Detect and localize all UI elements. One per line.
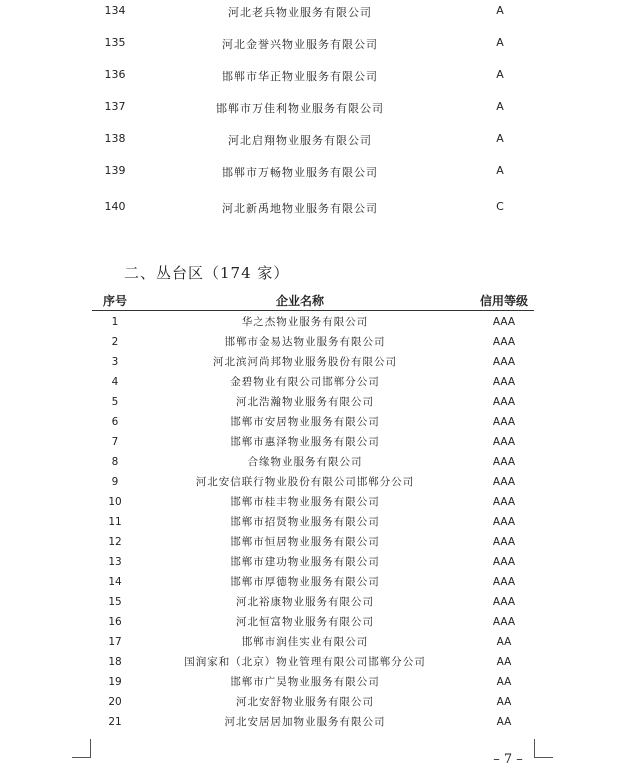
credit-grade: AA <box>496 636 512 648</box>
header-serial-number: 序号 <box>102 294 127 308</box>
credit-grade: AAA <box>492 616 516 628</box>
serial-number: 16 <box>108 616 122 628</box>
page-corner-mark-left <box>72 739 91 758</box>
serial-number: 20 <box>108 696 122 708</box>
company-name: 河北金誉兴物业服务有限公司 <box>222 38 378 51</box>
credit-grade: AA <box>496 716 512 728</box>
header-divider <box>92 310 534 311</box>
table-row <box>0 612 626 632</box>
company-name: 邯郸市恒居物业服务有限公司 <box>230 536 380 548</box>
credit-grade: AAA <box>492 536 516 548</box>
serial-number: 5 <box>111 396 119 408</box>
serial-number: 138 <box>104 132 126 145</box>
table-row <box>0 632 626 652</box>
company-name: 邯郸市建功物业服务有限公司 <box>230 556 380 568</box>
credit-grade: AAA <box>492 336 516 348</box>
serial-number: 12 <box>108 536 122 548</box>
serial-number: 1 <box>111 316 119 328</box>
credit-grade: A <box>496 164 504 177</box>
credit-grade: AAA <box>492 436 516 448</box>
company-name: 邯郸市金易达物业服务有限公司 <box>224 336 386 348</box>
serial-number: 4 <box>111 376 119 388</box>
credit-grade: AAA <box>492 516 516 528</box>
table-row <box>0 652 626 672</box>
company-name: 邯郸市润佳实业有限公司 <box>241 636 369 648</box>
table-row <box>0 352 626 372</box>
section-heading: 二、丛台区（174 家） <box>124 264 290 282</box>
company-name: 河北安舒物业服务有限公司 <box>236 696 374 708</box>
credit-grade: AAA <box>492 456 516 468</box>
table-row <box>0 312 626 332</box>
credit-grade: AAA <box>492 556 516 568</box>
credit-grade: AAA <box>492 376 516 388</box>
credit-grade: AAA <box>492 496 516 508</box>
credit-grade: AA <box>496 696 512 708</box>
table-row <box>0 432 626 452</box>
company-name: 邯郸市惠泽物业服务有限公司 <box>230 436 380 448</box>
company-name: 河北恒富物业服务有限公司 <box>236 616 374 628</box>
serial-number: 21 <box>108 716 122 728</box>
credit-grade: AA <box>496 656 512 668</box>
table-row <box>0 412 626 432</box>
table-row <box>0 692 626 712</box>
company-name: 国润家和（北京）物业管理有限公司邯郸分公司 <box>184 656 426 668</box>
company-name: 邯郸市厚德物业服务有限公司 <box>230 576 380 588</box>
table-row <box>0 572 626 592</box>
company-name: 河北浩瀚物业服务有限公司 <box>236 396 374 408</box>
table-row <box>0 532 626 552</box>
company-name: 邯郸市万畅物业服务有限公司 <box>222 166 378 179</box>
credit-grade: AAA <box>492 396 516 408</box>
serial-number: 136 <box>104 68 126 81</box>
credit-grade: AAA <box>492 476 516 488</box>
credit-grade: AAA <box>492 596 516 608</box>
credit-grade: AAA <box>492 316 516 328</box>
company-name: 河北新禹地物业服务有限公司 <box>222 202 378 215</box>
company-name: 河北启翔物业服务有限公司 <box>228 134 372 147</box>
serial-number: 6 <box>111 416 119 428</box>
page-corner-mark-right <box>534 739 553 758</box>
serial-number: 3 <box>111 356 119 368</box>
company-name: 邯郸市安居物业服务有限公司 <box>230 416 380 428</box>
header-credit-grade: 信用等级 <box>479 294 528 308</box>
serial-number: 135 <box>104 36 126 49</box>
table-row <box>0 672 626 692</box>
credit-grade: A <box>496 4 504 17</box>
company-name: 邯郸市万佳利物业服务有限公司 <box>216 102 384 115</box>
table-row <box>0 472 626 492</box>
credit-grade: C <box>496 200 504 213</box>
serial-number: 9 <box>111 476 119 488</box>
page-number: – 7 – <box>493 752 523 767</box>
table-row <box>0 452 626 472</box>
table-row <box>0 36 626 56</box>
company-name: 河北老兵物业服务有限公司 <box>228 6 372 19</box>
table-row <box>0 4 626 24</box>
credit-grade: A <box>496 36 504 49</box>
company-name: 华之杰物业服务有限公司 <box>241 316 369 328</box>
serial-number: 2 <box>111 336 119 348</box>
serial-number: 19 <box>108 676 122 688</box>
company-name: 河北安信联行物业股份有限公司邯郸分公司 <box>195 476 415 488</box>
table-row <box>0 512 626 532</box>
serial-number: 134 <box>104 4 126 17</box>
company-name: 邯郸市广昊物业服务有限公司 <box>230 676 380 688</box>
serial-number: 17 <box>108 636 122 648</box>
table-row <box>0 592 626 612</box>
credit-grade: A <box>496 100 504 113</box>
credit-grade: AA <box>496 676 512 688</box>
serial-number: 15 <box>108 596 122 608</box>
credit-grade: AAA <box>492 356 516 368</box>
serial-number: 14 <box>108 576 122 588</box>
serial-number: 137 <box>104 100 126 113</box>
serial-number: 139 <box>104 164 126 177</box>
serial-number: 13 <box>108 556 122 568</box>
table-row <box>0 200 626 220</box>
header-company-name: 企业名称 <box>275 294 324 308</box>
table-row <box>0 68 626 88</box>
table-row <box>0 132 626 152</box>
credit-grade: A <box>496 68 504 81</box>
serial-number: 140 <box>104 200 126 213</box>
serial-number: 10 <box>108 496 122 508</box>
company-name: 邯郸市招贤物业服务有限公司 <box>230 516 380 528</box>
table-row <box>0 712 626 732</box>
credit-grade: AAA <box>492 576 516 588</box>
table-header <box>0 292 626 310</box>
table-row <box>0 552 626 572</box>
company-name: 河北安居居加物业服务有限公司 <box>224 716 386 728</box>
company-name: 河北滨河尚邦物业服务股份有限公司 <box>213 356 397 368</box>
table-row <box>0 392 626 412</box>
company-name: 金碧物业有限公司邯郸分公司 <box>230 376 380 388</box>
serial-number: 18 <box>108 656 122 668</box>
company-name: 河北裕康物业服务有限公司 <box>236 596 374 608</box>
table-row <box>0 492 626 512</box>
table-row <box>0 100 626 120</box>
serial-number: 8 <box>111 456 119 468</box>
table-row <box>0 164 626 184</box>
serial-number: 11 <box>108 516 122 528</box>
credit-grade: A <box>496 132 504 145</box>
serial-number: 7 <box>111 436 119 448</box>
company-name: 邯郸市桂丰物业服务有限公司 <box>230 496 380 508</box>
company-name: 邯郸市华正物业服务有限公司 <box>222 70 378 83</box>
table-row <box>0 332 626 352</box>
credit-grade: AAA <box>492 416 516 428</box>
table-row <box>0 372 626 392</box>
company-name: 合缘物业服务有限公司 <box>247 456 363 468</box>
